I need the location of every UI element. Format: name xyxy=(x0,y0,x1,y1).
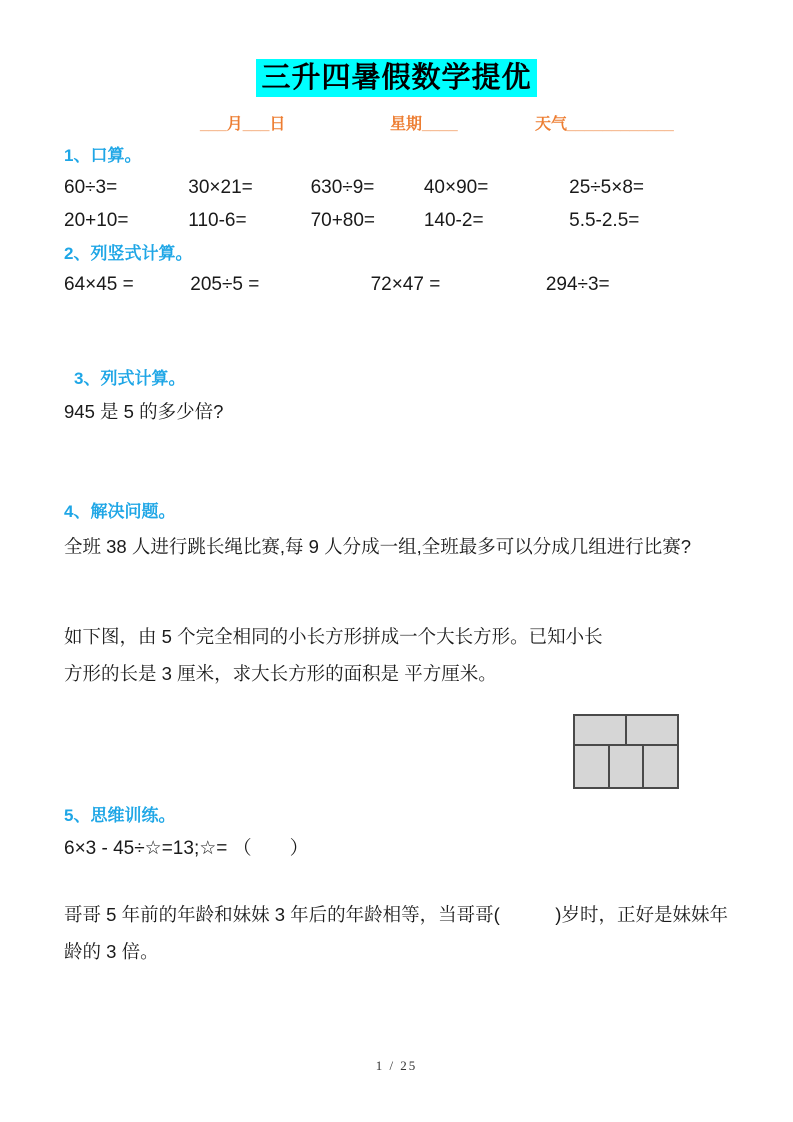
date-weekday-blank: 星期____ xyxy=(390,116,458,133)
page-title-highlight: 三升四暑假数学提优 xyxy=(256,59,536,97)
section-heading-word-problems: 4、解决问题。 xyxy=(64,502,176,521)
section-heading-oral-calc: 1、口算。 xyxy=(64,146,142,165)
diagram-rectangle xyxy=(644,746,677,787)
diagram-rectangle xyxy=(610,746,643,787)
math-problem: 30×21= xyxy=(188,177,253,198)
thinking-problem-2 xyxy=(64,896,729,970)
math-problem: 25÷5×8= xyxy=(569,177,645,198)
math-problem: 205÷5 = xyxy=(190,274,260,295)
expression-problem: 945 是 5 的多少倍? xyxy=(64,401,224,422)
page-title xyxy=(64,58,729,98)
math-problem: 70+80= xyxy=(310,210,376,231)
page-number: 1 / 25 xyxy=(375,1058,418,1073)
diagram-rectangle xyxy=(627,716,677,744)
section-heading-expression-calc: 3、列式计算。 xyxy=(74,369,186,388)
diagram-top-row xyxy=(575,716,677,744)
rectangles-diagram xyxy=(573,714,679,789)
diagram-rectangle xyxy=(575,746,608,787)
thinking-problem-2-line2: 龄的 3 倍。 xyxy=(64,941,159,962)
section-heading-thinking: 5、思维训练。 xyxy=(64,806,176,825)
word-problem-2-line2: 方形的长是 3 厘米，求大长方形的面积是 平方厘米。 xyxy=(64,663,497,684)
word-problem-1: 全班 38 人进行跳长绳比赛,每 9 人分成一组,全班最多可以分成几组进行比赛? xyxy=(64,536,691,557)
date-weather-blank: 天气____________ xyxy=(535,116,674,133)
math-problem: 630÷9= xyxy=(310,177,375,198)
math-problem: 64×45 = xyxy=(64,274,134,295)
section-heading-vertical-calc: 2、列竖式计算。 xyxy=(64,244,193,263)
math-problem: 40×90= xyxy=(423,177,489,198)
math-problem: 20+10= xyxy=(64,210,129,231)
thinking-problem-1: 6×3 - 45÷☆=13;☆= （ ） xyxy=(64,838,309,859)
math-problem: 294÷3= xyxy=(545,274,610,295)
math-problem: 110-6= xyxy=(188,210,247,231)
word-problem-2-line1: 如下图，由 5 个完全相同的小长方形拼成一个大长方形。已知小长 xyxy=(64,626,603,647)
word-problem-2 xyxy=(64,618,729,692)
oral-calc-row-2 xyxy=(64,208,729,234)
date-line xyxy=(64,111,729,135)
math-problem: 140-2= xyxy=(423,210,484,231)
oral-calc-row-1 xyxy=(64,175,729,201)
vertical-calc-row xyxy=(64,272,729,298)
math-problem: 5.5-2.5= xyxy=(569,210,640,231)
diagram-bottom-row xyxy=(575,746,677,787)
thinking-problem-2-line1: 哥哥 5 年前的年龄和妹妹 3 年后的年龄相等，当哥哥( )岁时，正好是妹妹年 xyxy=(64,904,728,925)
math-problem: 60÷3= xyxy=(64,177,118,198)
math-problem: 72×47 = xyxy=(370,274,441,295)
diagram-rectangle xyxy=(575,716,625,744)
date-month-day-blank: ___月___日 xyxy=(200,116,286,133)
